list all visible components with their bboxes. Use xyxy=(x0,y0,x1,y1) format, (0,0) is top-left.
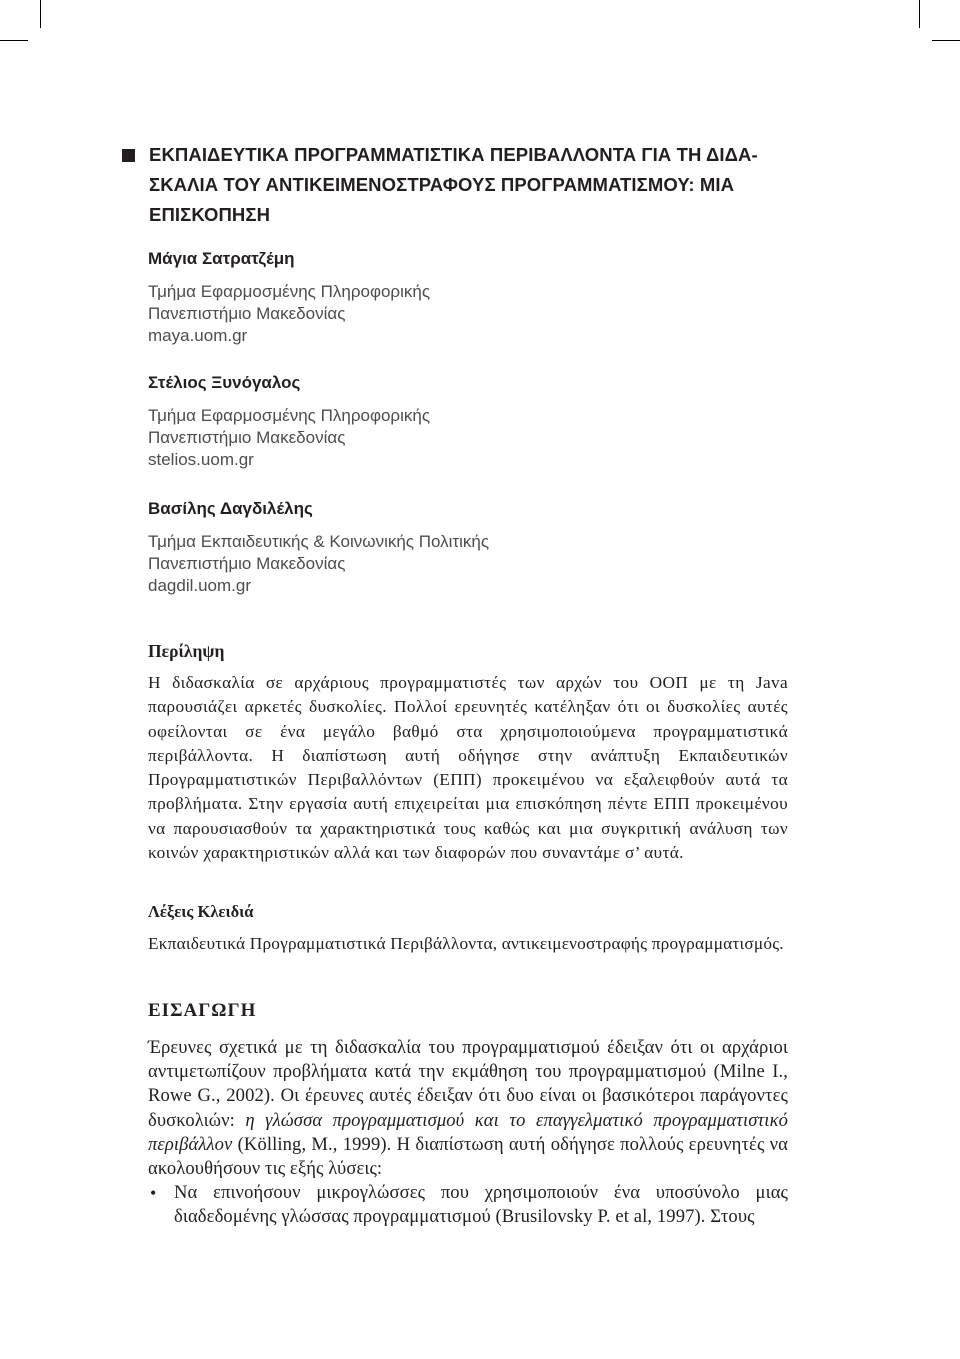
intro-text-part-2: (Kölling, M., 1999). Η διαπίστωση αυτή οδήγησε πολλούς ερευνητές να ακολουθήσουν τις εξής λύσεις: xyxy=(148,1133,788,1180)
intro-text-emphasis: η γλώσσα προγραμματισμού και το επαγγελματικό προγραμματιστικό περιβάλλον xyxy=(148,1109,788,1155)
author-email: maya.uom.gr xyxy=(148,326,248,345)
author-university: Πανεπιστήμιο Μακεδονίας xyxy=(148,554,346,573)
abstract-text: Η διδασκαλία σε αρχάριους προγραμματιστές των αρχών του ΟΟΠ με τη Java παρουσιάζει αρκετές δυσκολίες. Πολλοί ερευνητές κατέληξαν ότι οι δυσκολίες αυτές οφείλονται σε ένα μεγάλο βαθμό στα χρησιμοποιούμενα προγραμματιστικά περιβάλλοντα. Η διαπίστωση αυτή οδήγησε στην ανάπτυξη Εκπαιδευτικών Προγραμματιστικών Περιβαλλόντων (ΕΠΠ) προκειμένου να εξαλειφθούν αυτά τα προβλήματα. Στην εργασία αυτή επιχειρείται μια επισκόπηση πέντε ΕΠΠ προκειμένου να παρουσιασθούν τα χαρακτηριστικά τους καθώς και μια συγκριτική ανάλυση των κοινών χαρακτηριστικών αλλά και των διαφορών που συναντάμε σ’ αυτά. xyxy=(148,673,788,863)
keywords-heading: Λέξεις Κλειδιά xyxy=(148,902,254,921)
author-email: stelios.uom.gr xyxy=(148,450,254,469)
paper-title-block xyxy=(122,140,772,230)
list-item-text: Να επινοήσουν μικρογλώσσες που χρησιμοποιούν ένα υποσύνολο μιας διαδεδομένης γλώσσας προγραμματισμού (Brusilovsky P. et al, 1997). Στους xyxy=(174,1182,788,1228)
author-2 xyxy=(148,372,768,471)
author-department: Τμήμα Εκπαιδευτικής & Κοινωνικής Πολιτικής xyxy=(148,532,490,551)
author-3 xyxy=(148,498,768,597)
intro-text-part-1: Έρευνες σχετικά με τη διδασκαλία του προγραμματισμού έδειξαν ότι οι αρχάριοι αντιμετωπίζουν προβλήματα κατά την εκμάθηση του προγραμματισμού (Milne I., Rowe G., 2002). Οι έρευνες αυτές έδειξαν ότι δυο είναι οι βασικότεροι παράγοντες δυσκολιών: xyxy=(148,1037,788,1131)
list-item xyxy=(148,1181,788,1229)
abstract-heading: Περίληψη xyxy=(148,641,225,661)
author-name: Μάγια Σατρατζέμη xyxy=(148,249,295,268)
bullet-dot-icon: • xyxy=(150,1183,157,1204)
author-university: Πανεπιστήμιο Μακεδονίας xyxy=(148,428,346,447)
introduction-paragraph xyxy=(148,1036,788,1181)
keywords-text: Εκπαιδευτικά Προγραμματιστικά Περιβάλλοντα, αντικειμενοστραφής προγραμματισμός. xyxy=(148,934,784,953)
author-department: Τμήμα Εφαρμοσμένης Πληροφορικής xyxy=(148,282,431,301)
author-name: Βασίλης Δαγδιλέλης xyxy=(148,499,313,518)
author-university: Πανεπιστήμιο Μακεδονίας xyxy=(148,304,346,323)
crop-mark-top-right-h xyxy=(932,40,960,41)
author-email: dagdil.uom.gr xyxy=(148,576,252,595)
author-name: Στέλιος Ξυνόγαλος xyxy=(148,373,301,392)
square-bullet-icon xyxy=(122,149,135,162)
introduction-section xyxy=(148,1000,788,1230)
author-1 xyxy=(148,248,768,347)
crop-mark-top-left-h xyxy=(0,40,28,41)
crop-mark-top-right-v xyxy=(919,0,920,28)
abstract-section xyxy=(148,640,788,865)
introduction-heading: ΕΙΣΑΓΩΓΗ xyxy=(148,1000,257,1021)
keywords-section xyxy=(148,901,788,956)
crop-mark-top-left-v xyxy=(40,0,41,28)
author-department: Τμήμα Εφαρμοσμένης Πληροφορικής xyxy=(148,406,431,425)
paper-title: ΕΚΠΑΙΔΕΥΤΙΚΑ ΠΡΟΓΡΑΜΜΑΤΙΣΤΙΚΑ ΠΕΡΙΒΑΛΛΟΝΤΑ ΓΙΑ ΤΗ ΔΙΔΑ-ΣΚΑΛΙΑ ΤΟΥ ΑΝΤΙΚΕΙΜΕΝΟΣΤΡΑΦΟΥΣ ΠΡΟΓΡΑΜΜΑΤΙΣΜΟΥ: ΜΙΑ ΕΠΙΣΚΟΠΗΣΗ xyxy=(149,144,758,225)
